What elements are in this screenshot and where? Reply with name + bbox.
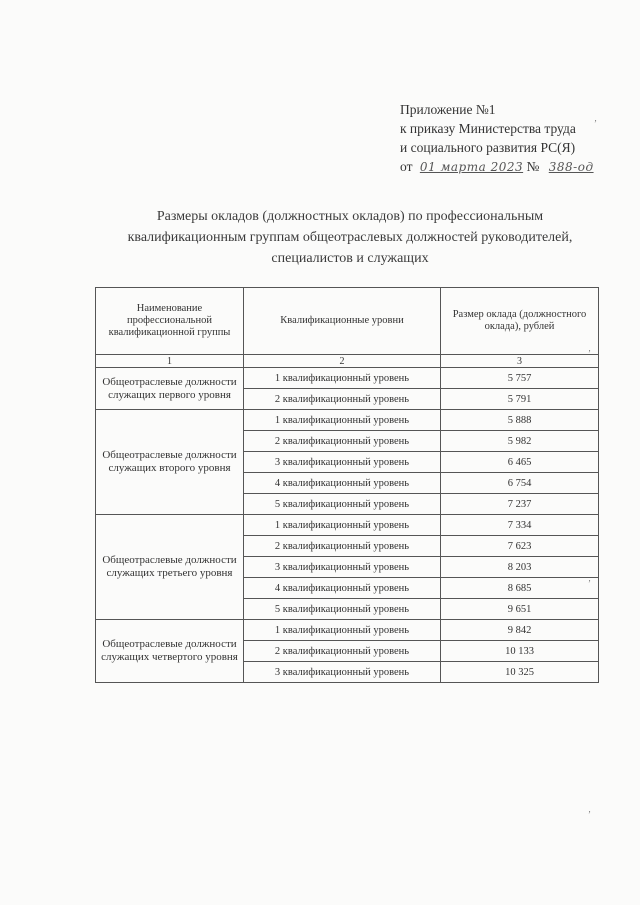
appendix-header [400,100,630,177]
column-number-row [96,355,599,368]
salary-value: 7 237 [441,494,599,515]
qualification-level: 3 квалификационный уровень [244,557,441,578]
salary-value: 9 651 [441,599,599,620]
salary-value: 5 888 [441,410,599,431]
qualification-level: 3 квалификационный уровень [244,452,441,473]
salary-value: 5 757 [441,368,599,389]
qualification-level: 2 квалификационный уровень [244,536,441,557]
salary-value: 5 791 [441,389,599,410]
qualification-level: 4 квалификационный уровень [244,473,441,494]
table-row [96,368,599,389]
header-group-name: Наименование профессиональной квалификационной группы [96,288,244,355]
scan-speck: ‚ [588,804,591,814]
qualification-level: 1 квалификационный уровень [244,368,441,389]
salary-value: 8 203 [441,557,599,578]
handwritten-date: 01 марта 2023 [419,160,524,174]
order-date-line [400,157,630,177]
table-row [96,620,599,641]
salary-value: 7 334 [441,515,599,536]
document-title: Размеры окладов (должностных окладов) по профессиональным квалификационным группам общеотраслевых должностей руководителей, специалистов и служащих [127,209,573,266]
salary-value: 6 465 [441,452,599,473]
qualification-level: 1 квалификационный уровень [244,410,441,431]
qualification-level: 2 квалификационный уровень [244,641,441,662]
salary-value: 6 754 [441,473,599,494]
salary-value: 10 133 [441,641,599,662]
qualification-group-name: Общеотраслевые должности служащих четвертого уровня [96,620,244,683]
header-qualification-levels: Квалификационные уровни [244,288,441,355]
qualification-level: 5 квалификационный уровень [244,599,441,620]
ministry-line: и социального развития РС(Я) [400,140,576,155]
appendix-number: Приложение №1 [400,102,496,117]
qualification-level: 1 квалификационный уровень [244,515,441,536]
scan-speck: ‚ [594,113,597,123]
qualification-level: 2 квалификационный уровень [244,389,441,410]
table-header-row [96,288,599,355]
qualification-level: 3 квалификационный уровень [244,662,441,683]
salary-value: 8 685 [441,578,599,599]
salary-value: 10 325 [441,662,599,683]
qualification-group-name: Общеотраслевые должности служащих третьего уровня [96,515,244,620]
salary-value: 9 842 [441,620,599,641]
handwritten-order-number: 388-од [548,160,594,174]
table-body [96,368,599,683]
qualification-group-name: Общеотраслевые должности служащих второго уровня [96,410,244,515]
order-reference-line: к приказу Министерства труда [400,121,576,136]
column-number: 2 [244,355,441,368]
scan-speck: ‚ [588,573,591,583]
salary-table [95,287,599,683]
number-label: № [526,159,540,174]
header-salary-size: Размер оклада (должностного оклада), рублей [441,288,599,355]
scan-speck: ‚ [588,343,591,353]
table-row [96,410,599,431]
qualification-level: 2 квалификационный уровень [244,431,441,452]
column-number: 3 [441,355,599,368]
table-row [96,515,599,536]
qualification-level: 4 квалификационный уровень [244,578,441,599]
qualification-group-name: Общеотраслевые должности служащих первого уровня [96,368,244,410]
qualification-level: 5 квалификационный уровень [244,494,441,515]
qualification-level: 1 квалификационный уровень [244,620,441,641]
salary-value: 7 623 [441,536,599,557]
column-number: 1 [96,355,244,368]
ot-label: от [400,159,413,174]
salary-value: 5 982 [441,431,599,452]
